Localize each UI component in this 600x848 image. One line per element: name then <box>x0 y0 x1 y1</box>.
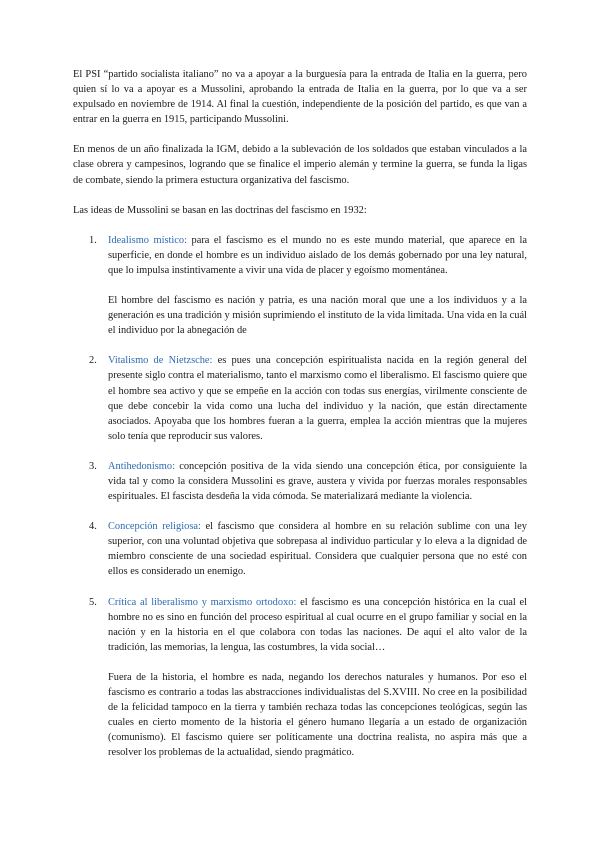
ideas-list <box>73 233 527 761</box>
paragraph-ligas-de-combate: En menos de un año finalizada la IGM, debido a la sublevación de los soldados que estaban vinculados a la clase obrera y campesinos, logrando que se finalice el imperio alemán y termine la guerra, se funda la ligas de combate, siendo la primera estuctura organizativa del fascismo. <box>73 144 527 186</box>
list-item <box>73 595 527 761</box>
item-number: 5. <box>89 596 97 608</box>
item-text: el fascismo que considera al hombre en su relación sublime con una ley superior, con una voluntad objetiva que sobrepasa al individuo particular y lo eleva a la dignidad de miembro consciente de una sociedad espiritual. Considera que cualquier persona que no esté con ellos es considerado un enemigo. <box>108 521 527 578</box>
item-sub-paragraph: Fuera de la historia, el hombre es nada, negando los derechos naturales y humanos. Por eso el fascismo es contrario a todas las abstracciones individualistas del S.XVIII. No cree en la posibilidad de la felicidad tampoco en la tierra y también rechaza todas las concepciones teológicas, según las cuales en cierto momento de la historia el género humano llegaría a un estado de organización (comunismo). El fascismo quiere ser políticamente una doctrina realista, no aspira más que a resolver los problemas de la actualidad, siendo pragmático. <box>108 671 527 759</box>
item-number: 1. <box>89 234 97 246</box>
ideas-intro: Las ideas de Mussolini se basan en las doctrinas del fascismo en 1932: <box>73 204 367 216</box>
item-text: es pues una concepción espiritualista nacida en la región general del presente siglo contra el materialismo, tanto el marxismo como el liberalismo. El fascismo quiere que el hombre sea activo y que se empeñe en la acción con todas sus energías, virilmente consciente de que debe concebir la vida como una lucha del individuo y la nación, que están directamente asociados. Apoyaba que los hombres fueran a la guerra, emplea la acción mientras que la mujeres solo tenía que reproducir sus valores. <box>108 355 528 442</box>
item-paragraph <box>108 233 527 278</box>
item-number: 3. <box>89 460 97 472</box>
item-text: el fascismo es una concepción histórica en la cual el hombre no es sino en función del proceso espiritual al cual ocurre en el grupo familiar y social en la nación y en la historia en el que colabora con todas las naciones. De aquí el alto valor de la tradición, las memorias, la lengua, las costumbres, la vida social… <box>108 596 527 653</box>
item-text: concepción positiva de la vida siendo una concepción ética, por consiguiente la vida tal y como la considera Mussolini es grave, austera y vivida por fuerzas morales responsables espirituales. El fascista desdeña la vida cómoda. Se materializará mediante la violencia. <box>108 460 527 503</box>
list-item <box>73 459 527 504</box>
item-number: 4. <box>89 521 97 533</box>
item-paragraph <box>108 595 527 655</box>
paragraph-psi: El PSI “partido socialista italiano” no va a apoyar a la burguesía para la entrada de Italia en la guerra, pero quien sí lo va a apoyar es a Mussolini, aprobando la entrada de Italia en la guerra, por lo que va a ser expulsado en noviembre de 1914. Al final la cuestión, independiente de la posición del partido, es que van a entrar en la guerra en 1915, participando Mussolini. <box>73 69 527 126</box>
item-term: Crítica al liberalismo y marxismo ortodoxo: <box>108 596 297 608</box>
item-term: Idealismo místico: <box>108 234 187 246</box>
item-text: para el fascismo es el mundo no es este mundo material, que aparece en la superficie, en donde el hombre es un individuo aislado de los demás gobernado por una ley natural, que lo impulsa instintivamente a vivir una vida de placer y egoísmo momentánea. <box>108 234 527 276</box>
item-sub-paragraph: El hombre del fascismo es nación y patria, es una nación moral que une a los individuos y a la generación es una tradición y misión suprimiendo el instituto de la vida limitada. Una vida en la cuál el individuo por la abnegación de <box>108 295 527 337</box>
item-paragraph <box>108 353 527 444</box>
list-item <box>73 233 527 339</box>
list-item <box>73 519 527 579</box>
list-item <box>73 353 527 444</box>
item-term: Antihedonismo: <box>108 460 175 472</box>
item-number: 2. <box>89 355 97 367</box>
item-paragraph <box>108 459 527 504</box>
item-term: Vitalismo de Nietzsche: <box>108 355 213 367</box>
item-term: Concepción religiosa: <box>108 521 201 533</box>
item-paragraph <box>108 519 527 579</box>
